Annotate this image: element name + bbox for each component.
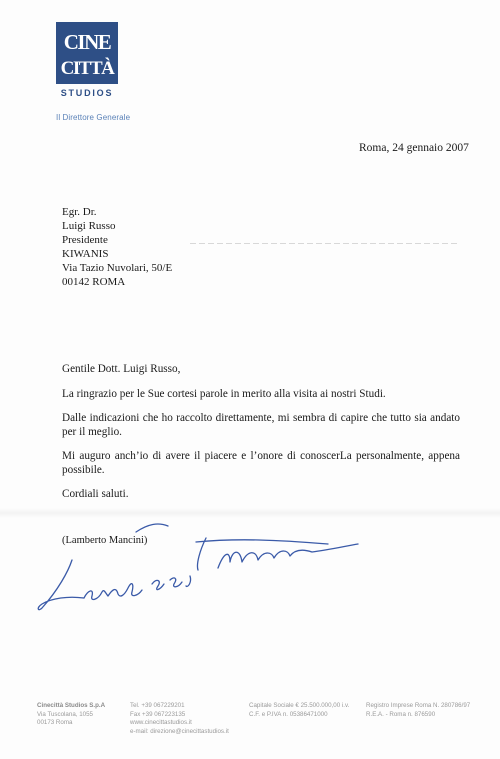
- footer-capital-social: Capitale Sociale € 25.500.000,00 i.v.: [249, 702, 350, 709]
- signature-strokes: [38, 524, 358, 610]
- recipient-city: 00142 ROMA: [62, 276, 126, 288]
- department-heading: Il Direttore Generale: [56, 113, 131, 122]
- logo-graphic: [56, 22, 118, 98]
- footer-rea: R.E.A. - Roma n. 876590: [366, 710, 436, 718]
- signature-stroke: [136, 524, 168, 532]
- letter-greeting: Gentile Dott. Luigi Russo,: [62, 363, 181, 375]
- letter-closing: Cordiali saluti.: [62, 488, 129, 500]
- signature-stroke: [196, 538, 328, 570]
- signatory-name: (Lamberto Mancini): [62, 535, 148, 546]
- recipient-address: [62, 205, 172, 289]
- letter-paragraph-1: La ringrazio per le Sue cortesi parole in merito alla visita ai nostri Studi.: [62, 388, 386, 400]
- letter-date: Roma, 24 gennaio 2007: [359, 142, 469, 154]
- footer-company: [37, 702, 105, 728]
- footer-address-line1: Via Tuscolana, 1055: [37, 710, 93, 718]
- recipient-organization: KIWANIS: [62, 248, 109, 260]
- footer-registry-number: Registro Imprese Roma N. 280786/97: [366, 702, 471, 709]
- footer-company-name: Cinecittà Studios S.p.A: [37, 702, 106, 709]
- footer-registry: [366, 702, 470, 719]
- recipient-street: Via Tazio Nuvolari, 50/E: [62, 262, 173, 274]
- logo-text-line1: CINE: [63, 30, 111, 54]
- signature-stroke: [152, 576, 191, 590]
- cinecitta-studios-logo: [56, 22, 118, 98]
- faint-rule: [190, 243, 460, 244]
- footer-capital: [249, 702, 349, 719]
- footer-tel: Tel. +39 067229201: [130, 702, 185, 709]
- logo-text-line2: CITTÀ: [60, 58, 114, 79]
- signature-stroke: [84, 584, 142, 600]
- handwritten-signature: [28, 510, 373, 615]
- recipient-title: Egr. Dr.: [62, 206, 97, 218]
- recipient-role: Presidente: [62, 234, 108, 246]
- logo-text-studios: STUDIOS: [60, 88, 114, 98]
- footer-email: e-mail: direzione@cinecittastudios.it: [130, 727, 229, 735]
- signature-stroke: [218, 544, 358, 568]
- signature-stroke: [38, 560, 84, 610]
- letter-paragraph-3: Mi auguro anch’io di avere il piacere e l’onore di conoscerLa personalmente, appena possibile.: [62, 450, 460, 476]
- footer-vat: C.F. e P.IVA n. 05386471000: [249, 710, 328, 718]
- letter-paragraph-2: Dalle indicazioni che ho raccolto direttamente, mi sembra di capire che tutto sia andato per il meglio.: [62, 412, 460, 438]
- recipient-name: Luigi Russo: [62, 220, 116, 232]
- footer-fax: Fax +39 067223135: [130, 710, 186, 718]
- footer-web: www.cinecittastudios.it: [130, 719, 192, 726]
- footer-contacts: [130, 702, 229, 736]
- footer-address-line2: 00173 Roma: [37, 719, 73, 726]
